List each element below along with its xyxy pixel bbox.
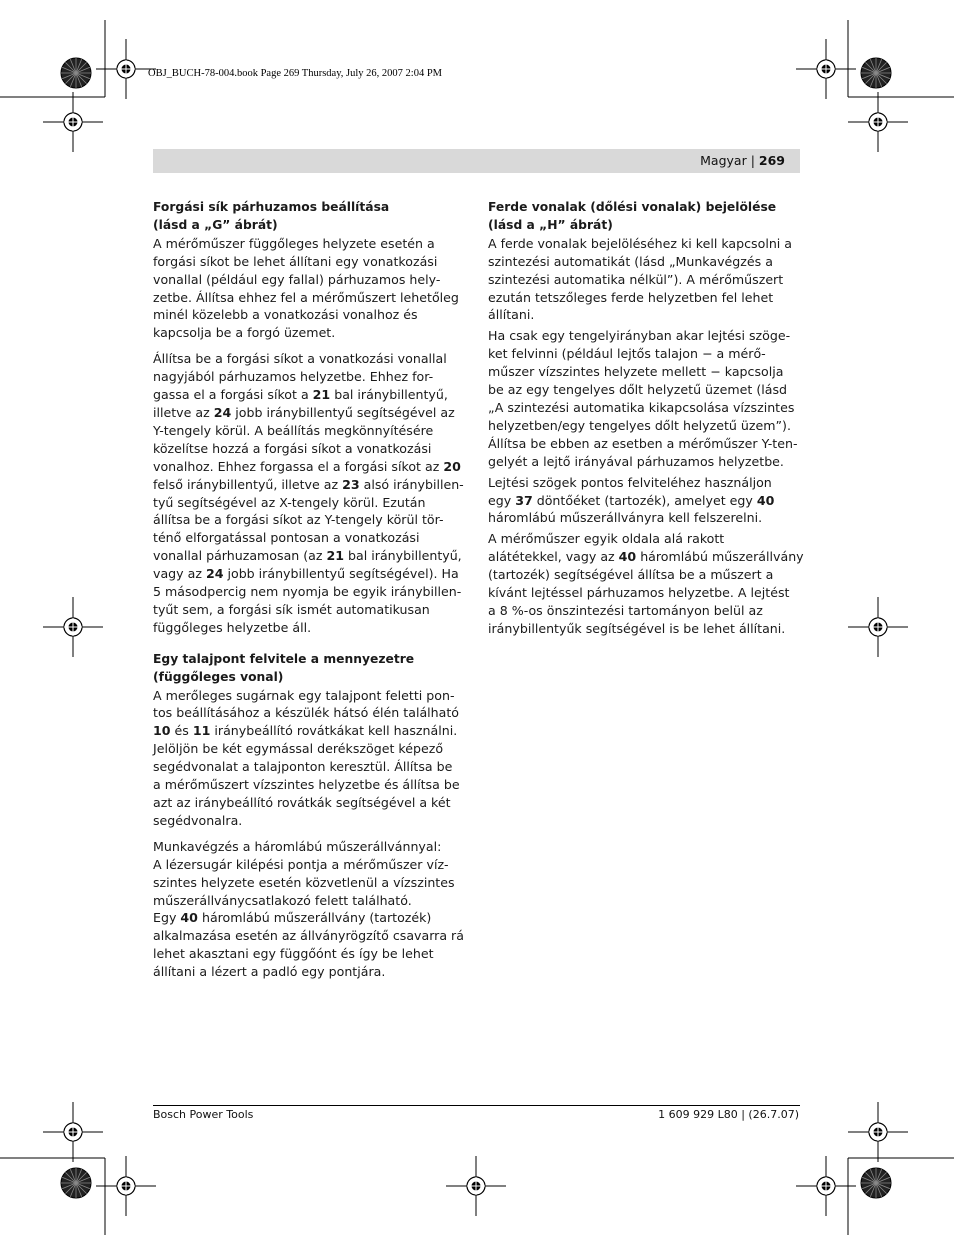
ref-number: 40	[618, 549, 637, 565]
text-line: szintes helyzete esetén közvetlenül a vízszintes	[153, 874, 455, 890]
text-run: vagy az	[153, 566, 206, 582]
text-line	[153, 722, 465, 740]
text-line: (tartozék) segítségével állítsa be a műszert a	[488, 567, 774, 583]
text-line: minél közelebb a vonatkozási vonalhoz és	[153, 307, 418, 323]
text-run: bal iránybillentyű,	[344, 548, 462, 564]
text-run: döntőéket (tartozék), amelyet egy	[532, 492, 757, 508]
text-run: bal iránybillentyű,	[330, 387, 448, 403]
text-line: Ferde vonalak (dőlési vonalak) bejelölése	[488, 200, 777, 214]
text-line: állítani.	[488, 307, 535, 323]
paragraph	[153, 235, 465, 342]
text-line: azt az iránybeállító rovátkák segítségével a két	[153, 795, 451, 810]
text-line: állítsa be a forgási síkot az Y-tengely körül tör-	[153, 512, 444, 528]
ref-number: 37	[515, 492, 533, 508]
text-line: A mérőműszer egyik oldala alá rakott	[488, 531, 725, 547]
text-line: Y-tengely körül. A beállítás megkönnyítésére	[153, 422, 434, 438]
ref-number: 21	[312, 387, 331, 403]
text-line: A mérőműszer függőleges helyzete esetén a	[153, 235, 435, 251]
paragraph	[488, 327, 802, 470]
text-line: műszerállványcsatlakozó felett található.	[153, 892, 412, 908]
text-run: vonalhoz. Ehhez forgassa el a forgási síkot az	[153, 458, 444, 474]
page-number: 269	[758, 153, 785, 168]
text-run: egy	[488, 492, 516, 508]
section-heading-plumb	[153, 651, 465, 687]
page-header-label	[700, 153, 785, 168]
section-heading-slope	[488, 199, 802, 235]
text-line: kapcsolja be a forgó üzemet.	[153, 325, 336, 341]
text-line: háromlábú műszerállványra kell felszerelni.	[488, 510, 763, 526]
ref-number: 24	[205, 566, 224, 582]
ref-number: 11	[192, 723, 211, 739]
text-line: kívánt lejtéssel párhuzamos helyzetbe. A lejtést	[488, 585, 790, 601]
text-line: forgási síkot be lehet állítani egy vonatkozási	[153, 253, 438, 269]
text-line: segédvonalat a talajponton keresztül. Állítsa be	[153, 759, 453, 775]
text-line	[488, 492, 802, 510]
text-line: (lásd a „G” ábrát)	[153, 217, 278, 232]
paragraph	[488, 530, 802, 637]
text-line: (függőleges vonal)	[153, 669, 284, 684]
page-header-separator: |	[750, 153, 755, 168]
text-line: állítani a lézert a padló egy pontjára.	[153, 964, 386, 980]
right-column	[488, 199, 802, 646]
text-run: illetve az	[153, 404, 214, 420]
text-run: jobb iránybillentyű segítségével). Ha	[223, 566, 459, 582]
ref-number: 23	[342, 476, 360, 492]
text-line: műszer vízszintes helyzete mellett − kapcsolja	[488, 364, 784, 380]
paragraph	[153, 350, 465, 637]
text-line: alkalmazása esetén az állványrögzítő csavarra rá	[153, 928, 464, 944]
text-line: „A szintezési automatika kikapcsolása vízszintes	[488, 399, 795, 415]
text-run: felső iránybillentyű, illetve az	[153, 476, 343, 492]
text-run: és	[170, 723, 193, 739]
text-line: be az egy tengelyes dőlt helyzetű üzemet (lásd	[488, 382, 788, 398]
text-line: helyzetben/egy tengelyes dőlt helyzetű üzem”).	[488, 417, 791, 433]
section-heading-parallel	[153, 199, 465, 235]
text-line: a 8 %-os önszintezési tartományon belül az	[488, 602, 763, 618]
text-line: gelyét a lejtő irányával párhuzamos helyzetbe.	[488, 453, 784, 469]
paragraph	[488, 474, 802, 528]
ref-number: 10	[153, 723, 171, 739]
ref-number: 20	[443, 458, 461, 474]
ref-number: 40	[756, 492, 775, 508]
text-line	[153, 386, 465, 404]
text-line: Jelöljön be két egymással derékszöget képező	[153, 741, 444, 757]
text-line: a mérőműszert vízszintes helyzetbe és állítsa be	[153, 777, 460, 793]
text-line	[153, 458, 465, 476]
text-run: háromlábú műszerállvány	[636, 549, 804, 565]
text-line	[153, 909, 465, 927]
text-line: szintezési automatika nélkül”). A mérőműszert	[488, 271, 784, 287]
text-line	[153, 565, 465, 583]
text-run: háromlábú műszerállvány (tartozék)	[197, 910, 432, 926]
text-line: tos beállításához a készülék hátsó élén található	[153, 705, 460, 721]
page-language: Magyar	[700, 153, 747, 168]
text-line: vonallal (például egy fallal) párhuzamos hely-	[153, 271, 441, 287]
left-column	[153, 199, 465, 989]
text-line: zetbe. Állítsa ehhez fel a mérőműszert lehetőleg	[153, 289, 459, 305]
text-line: (lásd a „H” ábrát)	[488, 217, 613, 232]
text-line: A lézersugár kilépési pontja a mérőműszer víz-	[153, 856, 449, 872]
text-line: segédvonalra.	[153, 812, 243, 828]
text-line	[488, 548, 802, 566]
text-run: vonallal párhuzamosan (az	[153, 548, 327, 564]
text-line: Egy talajpont felvitele a mennyezetre	[153, 651, 415, 666]
text-line: Ha csak egy tengelyirányban akar lejtési szöge-	[488, 328, 791, 344]
text-line: 5 másodpercig nem nyomja be egyik iránybillen-	[153, 584, 462, 600]
text-line: A merőleges sugárnak egy talajpont feletti pon-	[153, 687, 455, 703]
text-run: jobb iránybillentyű segítségével az	[231, 404, 455, 420]
ref-number: 21	[326, 548, 345, 564]
text-run: alátétekkel, vagy az	[488, 549, 619, 565]
text-line: közelítse hozzá a forgási síkot a vonatkozási	[153, 440, 432, 456]
ref-number: 40	[180, 910, 198, 926]
text-run: gassa el a forgási síkot a	[153, 387, 313, 403]
text-run: iránybeállító rovátkákat kell használni.	[210, 723, 458, 739]
text-line	[153, 547, 465, 565]
page-header-bar	[153, 149, 800, 173]
text-line: Forgási sík párhuzamos beállítása	[153, 200, 390, 214]
text-line: nagyjából párhuzamos helyzetbe. Ehhez for-	[153, 369, 434, 385]
text-line	[153, 404, 465, 422]
footer-brand: Bosch Power Tools	[153, 1108, 254, 1121]
text-line: tyű segítségével az X-tengely körül. Ezután	[153, 494, 426, 510]
ref-number: 24	[213, 404, 232, 420]
footer-rule	[153, 1105, 800, 1106]
text-line: iránybillentyűk segítségével is be lehet állítani.	[488, 620, 786, 636]
text-line: függőleges helyzetbe áll.	[153, 619, 312, 635]
text-line: ezután tetszőleges ferde helyzetben fel lehet	[488, 289, 774, 305]
text-line: A ferde vonalak bejelöléséhez ki kell kapcsolni a	[488, 235, 793, 251]
text-line: Állítsa be ebben az esetben a mérőműszer Y-ten-	[488, 435, 798, 451]
paragraph	[153, 687, 465, 830]
footer-doc-number: 1 609 929 L80 | (26.7.07)	[658, 1108, 799, 1121]
text-line: tyűt sem, a forgási sík ismét automatikusan	[153, 601, 430, 617]
book-file-header: OBJ_BUCH-78-004.book Page 269 Thursday, July 26, 2007 2:04 PM	[148, 68, 443, 79]
paragraph	[488, 235, 802, 325]
text-line: Állítsa be a forgási síkot a vonatkozási vonallal	[153, 351, 447, 367]
paragraph	[153, 838, 465, 981]
text-run: alsó iránybillen-	[359, 476, 464, 492]
text-line: Lejtési szögek pontos felviteléhez használjon	[488, 474, 772, 490]
text-line	[153, 476, 465, 494]
text-line: ténő elforgatással pontosan a vonatkozási	[153, 530, 420, 546]
text-run: Egy	[153, 910, 181, 926]
text-line: Munkavégzés a háromlábú műszerállvánnyal:	[153, 838, 442, 854]
text-line: lehet akasztani egy függőónt és így be lehet	[153, 946, 434, 962]
text-line: szintezési automatikát (lásd „Munkavégzés a	[488, 253, 773, 269]
text-line: ket felvinni (például lejtős talajon − a mérő-	[488, 346, 766, 362]
